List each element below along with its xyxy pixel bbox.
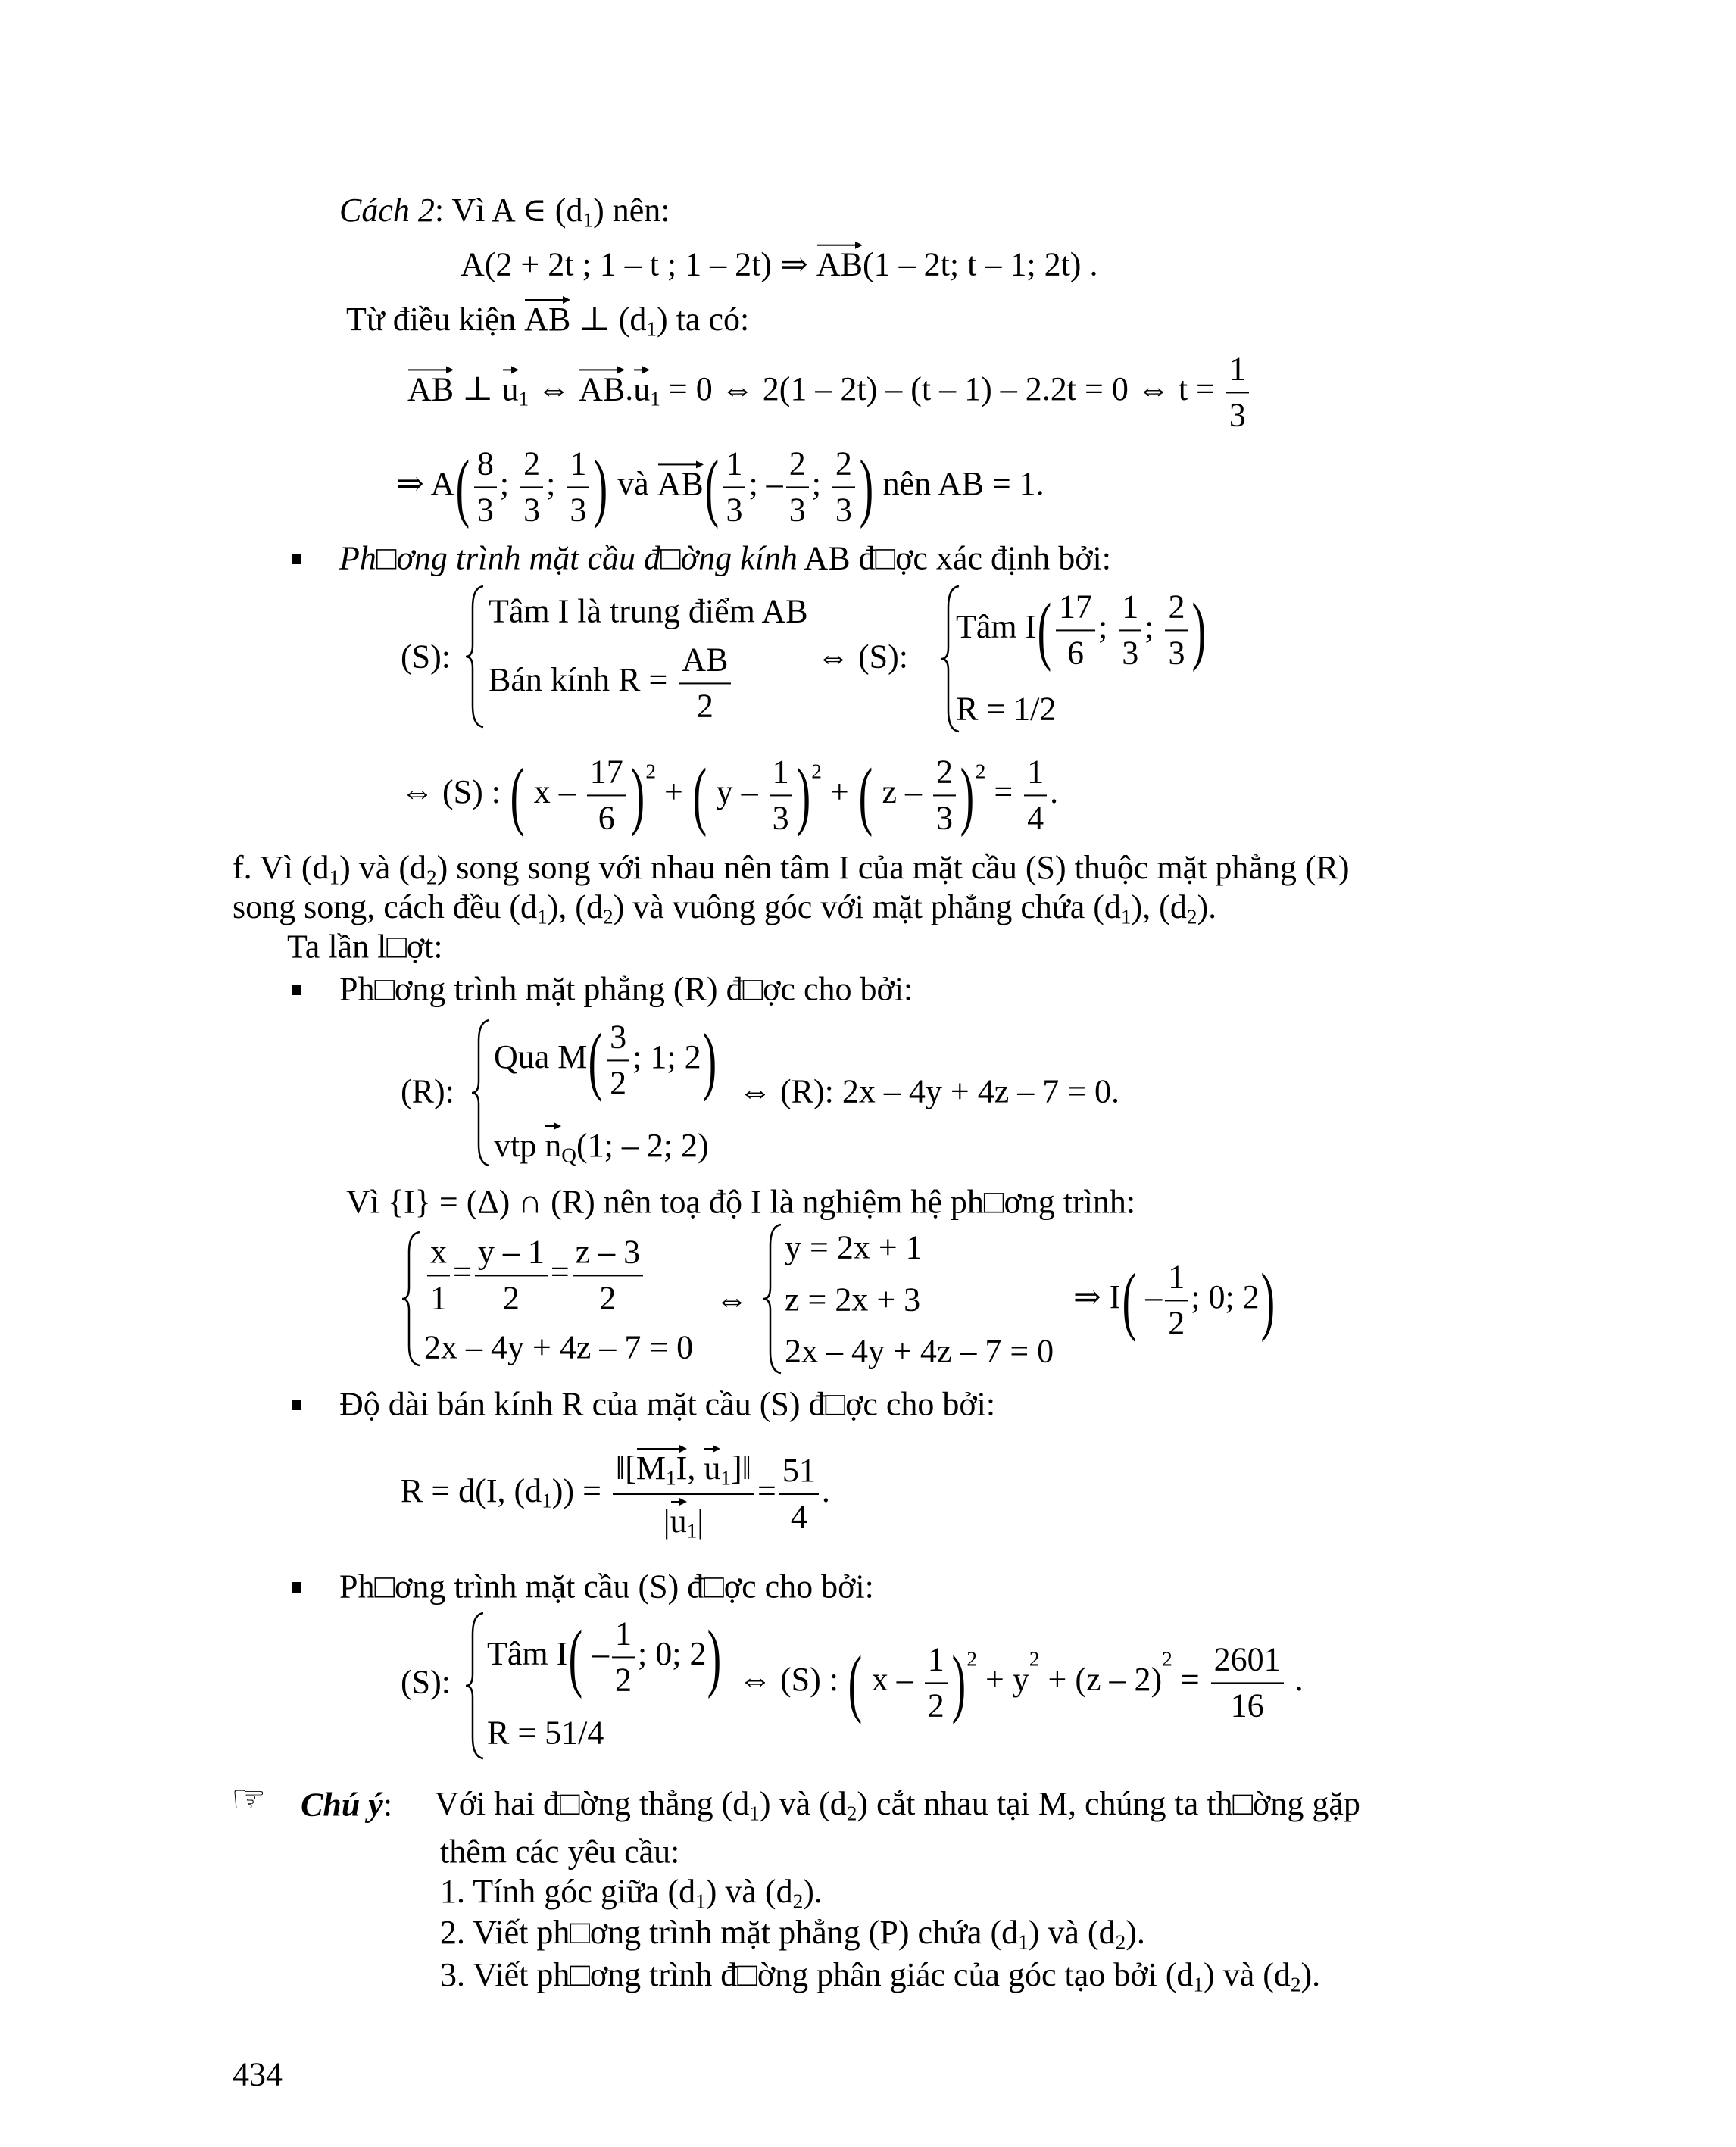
fraction	[786, 445, 809, 529]
fraction-numerator: x	[427, 1233, 450, 1276]
system-plane-equation-2	[785, 1333, 1054, 1372]
fraction	[475, 1233, 548, 1317]
text: ⇔	[529, 370, 579, 408]
text: y –	[707, 773, 767, 811]
subscript: 1	[695, 1890, 706, 1913]
subscript: 1	[1120, 905, 1132, 928]
subscript: 2	[426, 866, 437, 889]
text: ).	[803, 1873, 823, 1911]
text: 2. Viết ph□ơng trình mặt phẳng (P) chứa (d	[440, 1914, 1019, 1952]
text: 2x – 4y + 4z – 7 = 0	[785, 1332, 1054, 1370]
fraction	[1165, 588, 1188, 672]
text: Với hai đ□ờng thẳng (d	[435, 1785, 750, 1823]
subscript: 1	[518, 387, 529, 410]
fraction-numerator: 1	[723, 445, 745, 488]
text: ).	[1197, 888, 1217, 926]
parenthesis: )	[1260, 1257, 1275, 1343]
fraction-denominator: 2	[599, 1279, 617, 1316]
text: f. Vì (d	[233, 849, 329, 887]
square-bullet-icon	[292, 554, 301, 564]
text: ⇔ (S) :	[401, 773, 509, 811]
radius-distance-formula	[401, 1445, 830, 1543]
text: I	[676, 1450, 688, 1487]
left-brace-icon	[470, 1019, 492, 1167]
fraction-numerator: 17	[1056, 588, 1095, 631]
text: (R):	[401, 1072, 454, 1110]
fraction-numerator: 2	[786, 445, 809, 488]
text: =	[453, 1253, 472, 1291]
fraction-numerator: 2	[520, 445, 543, 488]
parenthesis: (	[1122, 1257, 1136, 1343]
subscript: 1	[749, 1802, 760, 1825]
superscript: 2	[811, 760, 822, 783]
fraction-numerator: 1	[925, 1640, 948, 1684]
superscript: 2	[645, 760, 657, 783]
parenthesis: )	[951, 1640, 966, 1725]
method-2-heading	[339, 192, 670, 232]
text: x –	[863, 1661, 922, 1699]
fraction-numerator: 51	[779, 1452, 819, 1495]
text: = 0 ⇔ 2(1 – 2t) – (t – 1) – 2.2t = 0 ⇔ t =	[660, 370, 1223, 408]
text: (1; – 2; 2)	[576, 1127, 709, 1165]
text: .	[1050, 773, 1059, 811]
equivalence-s	[816, 638, 908, 677]
vector: AB	[524, 296, 570, 339]
parenthesis: )	[593, 444, 608, 529]
subscript: 2	[1290, 1973, 1301, 1996]
part-f-line-1	[233, 849, 1350, 890]
text: ⇔ (R): 2x – 4y + 4z – 7 = 0.	[738, 1072, 1120, 1110]
text: ) và (d	[759, 1785, 847, 1823]
subscript: 1	[720, 1466, 731, 1490]
text: AB đ□ợc xác định bởi:	[797, 539, 1111, 577]
vector	[636, 1445, 687, 1490]
text: (1 – 2t; t – 1; 2t) .	[863, 245, 1098, 283]
point-a-result	[396, 445, 1044, 529]
text: và	[609, 465, 657, 503]
italic-text: Ph□ơng trình mặt cầu đ□ờng kính	[339, 539, 798, 577]
subscript: 1	[582, 208, 594, 232]
subscript: 1	[1018, 1930, 1029, 1954]
fraction-denominator: 4	[790, 1498, 807, 1535]
vector: AB	[407, 366, 454, 409]
fraction-denominator: 6	[598, 799, 615, 836]
vector: u	[704, 1445, 720, 1488]
text: =	[757, 1472, 776, 1510]
text: –	[584, 1635, 609, 1673]
text: nên AB = 1.	[874, 465, 1044, 503]
fraction-numerator: 1	[1226, 350, 1249, 393]
fraction-denominator: 2	[927, 1687, 944, 1724]
fraction	[832, 445, 855, 529]
subscript: 1	[537, 905, 548, 928]
left-brace-icon	[464, 585, 486, 729]
fraction-numerator	[613, 1445, 754, 1495]
fraction-numerator: 1	[612, 1615, 635, 1658]
pointing-hand-icon: ☞	[231, 1777, 267, 1822]
subscript: 1	[1193, 1973, 1204, 1996]
fraction-denominator: 3	[1229, 396, 1246, 433]
subscript: 1	[542, 1489, 552, 1512]
fraction-denominator: 4	[1027, 799, 1044, 836]
text: ).	[1126, 1914, 1145, 1952]
text: (S):	[401, 1663, 451, 1701]
fraction-numerator: 1	[770, 753, 792, 796]
note-line-2	[440, 1833, 679, 1872]
text: ⊥	[454, 370, 502, 408]
text: ) ta có:	[657, 301, 750, 339]
text: ]‖	[730, 1450, 751, 1487]
parenthesis: )	[702, 1017, 717, 1103]
intersection-heading	[346, 1184, 1135, 1222]
text: )) =	[551, 1472, 610, 1510]
fraction	[723, 445, 745, 529]
parenthesis: )	[859, 444, 874, 529]
fraction	[573, 1233, 644, 1317]
text: ) và vuông góc với mặt phẳng chứa (d	[613, 888, 1121, 926]
parenthesis: (	[692, 752, 707, 838]
text: Tâm I là trung điểm AB	[489, 592, 808, 630]
system-t-label	[401, 1664, 451, 1702]
page-number	[233, 2056, 283, 2095]
fraction-numerator: 2	[1165, 588, 1188, 631]
fraction-numerator: 1	[1165, 1258, 1188, 1301]
text: 434	[233, 2055, 283, 2093]
fraction	[770, 753, 792, 837]
text: ;	[546, 465, 564, 503]
sphere-s-heading	[339, 1568, 874, 1607]
text: ) và (d	[1028, 1914, 1116, 1952]
text: ; 0; 2	[638, 1635, 707, 1673]
note-title	[301, 1787, 392, 1825]
fraction	[933, 753, 956, 837]
fraction-numerator: 2	[832, 445, 855, 488]
fraction	[1226, 350, 1249, 434]
parenthesis: (	[589, 1017, 603, 1103]
text: Vì {I} = (Δ) ∩ (R) nên toạ độ I là nghiệm hệ ph□ơng trình:	[346, 1183, 1136, 1221]
superscript: 2	[1029, 1647, 1040, 1671]
text: ) và (d	[705, 1873, 793, 1911]
fraction-numerator: 1	[1024, 753, 1047, 796]
fraction-numerator: 1	[1119, 588, 1141, 631]
text: ;	[1098, 608, 1116, 646]
system-s-center	[489, 593, 808, 632]
text: z –	[873, 773, 930, 811]
text: |	[697, 1503, 704, 1540]
square-bullet-icon	[292, 985, 301, 995]
text: M	[635, 1450, 667, 1487]
italic-text: Cách 2	[339, 192, 435, 229]
system-line-equation	[424, 1233, 646, 1317]
text: ⇒ A	[396, 465, 455, 503]
sphere-equation-e	[401, 753, 1058, 837]
fraction-denominator: 3	[835, 491, 852, 528]
subscript: 2	[846, 1802, 857, 1825]
parenthesis: )	[630, 752, 645, 838]
text: .	[625, 370, 634, 408]
fraction-denominator: 3	[772, 799, 789, 836]
text: ) và (d	[339, 849, 426, 887]
superscript: 2	[1162, 1647, 1172, 1671]
fraction	[567, 445, 589, 529]
parenthesis: )	[796, 752, 810, 838]
fraction	[1024, 753, 1047, 837]
text: ), (d	[547, 888, 603, 926]
text: +	[821, 773, 857, 811]
subscript: 1	[646, 317, 657, 341]
fraction	[612, 1615, 635, 1699]
text: Từ điều kiện	[346, 301, 525, 339]
vector: u	[670, 1498, 687, 1541]
system-t-radius	[487, 1715, 604, 1753]
radius-heading	[339, 1386, 995, 1425]
text: ⇒ I	[1073, 1278, 1121, 1316]
system-r-normal	[494, 1122, 709, 1168]
parenthesis: (	[704, 444, 719, 529]
fraction-numerator: 8	[474, 445, 497, 488]
text: |	[663, 1503, 670, 1540]
text: =	[1172, 1661, 1208, 1699]
system-r-label	[401, 1073, 454, 1112]
system-r-point	[494, 1018, 717, 1102]
sphere-diameter-heading	[339, 540, 1111, 579]
text: y = 2x + 1	[785, 1228, 923, 1266]
note-list-item	[440, 1914, 1145, 1955]
text: ;	[499, 465, 518, 503]
bold-italic-text: Chú ý	[301, 1786, 383, 1824]
fraction	[613, 1445, 754, 1543]
perpendicular-condition	[346, 296, 749, 342]
fraction-denominator: 3	[523, 491, 541, 528]
text: 1. Tính góc giữa (d	[440, 1873, 696, 1911]
parenthesis: )	[707, 1614, 722, 1699]
text: Tâm I	[956, 608, 1037, 646]
text: song song, cách đều (d	[233, 888, 538, 926]
subscript: 2	[792, 1890, 804, 1913]
text: A(2 + 2t ; 1 – t ; 1 – 2t) ⇒	[461, 245, 816, 283]
text: ‖[	[615, 1450, 636, 1487]
vector: n	[545, 1122, 561, 1166]
parenthesis: )	[960, 752, 975, 838]
text: ;	[1144, 608, 1163, 646]
text: + (z – 2)	[1039, 1661, 1163, 1699]
fraction	[474, 445, 497, 529]
text: .	[1286, 1661, 1304, 1699]
text: R = 1/2	[956, 690, 1057, 728]
text: ; –	[748, 465, 783, 503]
subscript: 1	[666, 1466, 676, 1490]
text: ⇔	[715, 1281, 748, 1318]
text: : Vì A ∈ (d	[434, 192, 583, 229]
subscript: 2	[1115, 1930, 1126, 1954]
fraction-denominator: 16	[1230, 1687, 1264, 1724]
text: ; 0; 2	[1191, 1278, 1260, 1316]
fraction	[520, 445, 543, 529]
fraction-denominator: 3	[726, 491, 743, 528]
vector: u	[633, 366, 650, 409]
note-list-item	[440, 1873, 823, 1914]
note-list-item	[440, 1956, 1320, 1997]
text: :	[382, 1786, 393, 1824]
fraction	[779, 1452, 819, 1536]
text: thêm các yêu cầu:	[440, 1833, 680, 1871]
text: ), (d	[1131, 888, 1187, 926]
text: R = d(I, (d	[401, 1472, 542, 1510]
text: Tâm I	[487, 1635, 568, 1673]
text: ⇔ (S) :	[738, 1661, 847, 1699]
text: vtp	[494, 1127, 545, 1165]
text: ;	[811, 465, 829, 503]
system-s-radius-result	[956, 691, 1056, 729]
fraction-denominator: 3	[570, 491, 587, 528]
fraction-numerator: z – 3	[573, 1233, 644, 1276]
text: Độ dài bán kính R của mặt cầu (S) đ□ợc cho bởi:	[339, 1385, 996, 1423]
text: ).	[1300, 1956, 1321, 1994]
text: x –	[525, 773, 584, 811]
point-a-parametric	[461, 242, 1097, 285]
subscript: 1	[650, 387, 660, 410]
text: (S):	[401, 638, 451, 676]
fraction-denominator: 3	[788, 491, 806, 528]
vector: u	[502, 366, 519, 409]
subscript: 2	[1186, 905, 1197, 928]
square-bullet-icon	[292, 1582, 301, 1593]
text: ; 1; 2	[632, 1038, 701, 1076]
part-f-line-2	[233, 888, 1216, 929]
superscript: 2	[966, 1647, 978, 1671]
fraction	[587, 753, 626, 837]
fraction-denominator: 3	[1122, 634, 1139, 671]
point-i-result	[1073, 1258, 1275, 1342]
subscript: 1	[329, 866, 340, 889]
text: + y	[977, 1661, 1029, 1699]
fraction-denominator: 2	[502, 1279, 520, 1316]
text: ,	[687, 1450, 704, 1487]
system-t-center	[487, 1615, 723, 1699]
system-y-equation	[785, 1229, 923, 1268]
dot-product-equation	[407, 350, 1252, 434]
parenthesis: (	[858, 752, 873, 838]
subscript: Q	[561, 1144, 576, 1167]
equivalence-sign	[715, 1281, 748, 1320]
sphere-s-equation	[738, 1640, 1304, 1724]
text: ) nên:	[593, 192, 670, 229]
text: Ph□ơng trình mặt cầu (S) đ□ợc cho bởi:	[339, 1568, 874, 1606]
text: Ph□ơng trình mặt phẳng (R) đ□ợc cho bởi:	[339, 970, 913, 1008]
fraction-numerator: 17	[587, 753, 626, 796]
fraction-numerator: 1	[567, 445, 589, 488]
text: ⇔ (S):	[816, 638, 908, 676]
text: =	[985, 773, 1022, 811]
system-s-radius	[489, 641, 734, 725]
fraction	[607, 1018, 629, 1102]
text: z = 2x + 3	[785, 1281, 921, 1318]
system-s-center-result	[956, 588, 1207, 672]
parenthesis: (	[568, 1614, 583, 1699]
vector: AB	[579, 366, 625, 409]
fraction-denominator: 6	[1067, 634, 1084, 671]
parenthesis: (	[455, 444, 470, 529]
text: =	[550, 1253, 570, 1291]
fraction-numerator: 2	[933, 753, 956, 796]
subscript: 1	[686, 1519, 698, 1543]
note-line-1	[435, 1785, 1360, 1826]
text: ⊥ (d	[570, 301, 647, 339]
text: Ta lần l□ợt:	[287, 928, 443, 966]
text: Qua M	[494, 1038, 588, 1076]
left-brace-icon	[400, 1231, 423, 1367]
superscript: 2	[975, 760, 986, 783]
square-bullet-icon	[292, 1400, 301, 1410]
fraction-denominator: 2	[696, 687, 713, 724]
fraction-numerator: AB	[679, 641, 731, 684]
left-brace-icon	[464, 1612, 486, 1760]
parenthesis: (	[1037, 587, 1052, 672]
vector: AB	[657, 460, 704, 504]
fraction-numerator: 2601	[1211, 1640, 1284, 1684]
system-plane-equation	[424, 1329, 693, 1368]
fraction	[427, 1233, 450, 1317]
fraction-denominator: 2	[615, 1661, 632, 1698]
plane-r-equation	[738, 1073, 1119, 1112]
subscript: 2	[602, 905, 614, 928]
fraction-denominator: 3	[935, 799, 953, 836]
fraction-numerator: y – 1	[475, 1233, 548, 1276]
fraction	[1165, 1258, 1188, 1342]
parenthesis: (	[848, 1640, 863, 1725]
system-s-label	[401, 638, 451, 677]
fraction	[1211, 1640, 1284, 1724]
text: R = 51/4	[487, 1714, 604, 1752]
fraction	[1056, 588, 1095, 672]
text: 2x – 4y + 4z – 7 = 0	[424, 1328, 694, 1366]
fraction	[679, 641, 731, 725]
plane-r-heading	[339, 971, 913, 1010]
text: –	[1137, 1278, 1163, 1316]
fraction-denominator: 1	[430, 1279, 447, 1316]
part-f-intro	[287, 928, 443, 967]
parenthesis: (	[510, 752, 525, 838]
text: Bán kính R =	[489, 661, 676, 699]
text: +	[656, 773, 692, 811]
fraction	[1119, 588, 1141, 672]
fraction-numerator: 3	[607, 1018, 629, 1061]
fraction	[925, 1640, 948, 1724]
text: ) và (d	[1204, 1956, 1291, 1994]
text: ) cắt nhau tại M, chúng ta th□ờng gặp	[857, 1785, 1360, 1823]
left-brace-icon	[761, 1223, 784, 1375]
fraction-denominator: 2	[610, 1064, 627, 1101]
vector: AB	[816, 242, 863, 285]
text: ) song song với nhau nên tâm I của mặt cầu (S) thuộc mặt phẳng (R)	[436, 849, 1350, 887]
fraction-denominator: 2	[1168, 1304, 1185, 1341]
parenthesis: )	[1192, 587, 1207, 672]
system-z-equation	[785, 1281, 920, 1320]
text: .	[821, 1472, 830, 1510]
fraction-denominator	[613, 1495, 754, 1543]
fraction-denominator: 3	[476, 491, 494, 528]
text: 3. Viết ph□ơng trình đ□ờng phân giác của góc tạo bởi (d	[440, 1956, 1194, 1994]
fraction-denominator: 3	[1168, 634, 1185, 671]
